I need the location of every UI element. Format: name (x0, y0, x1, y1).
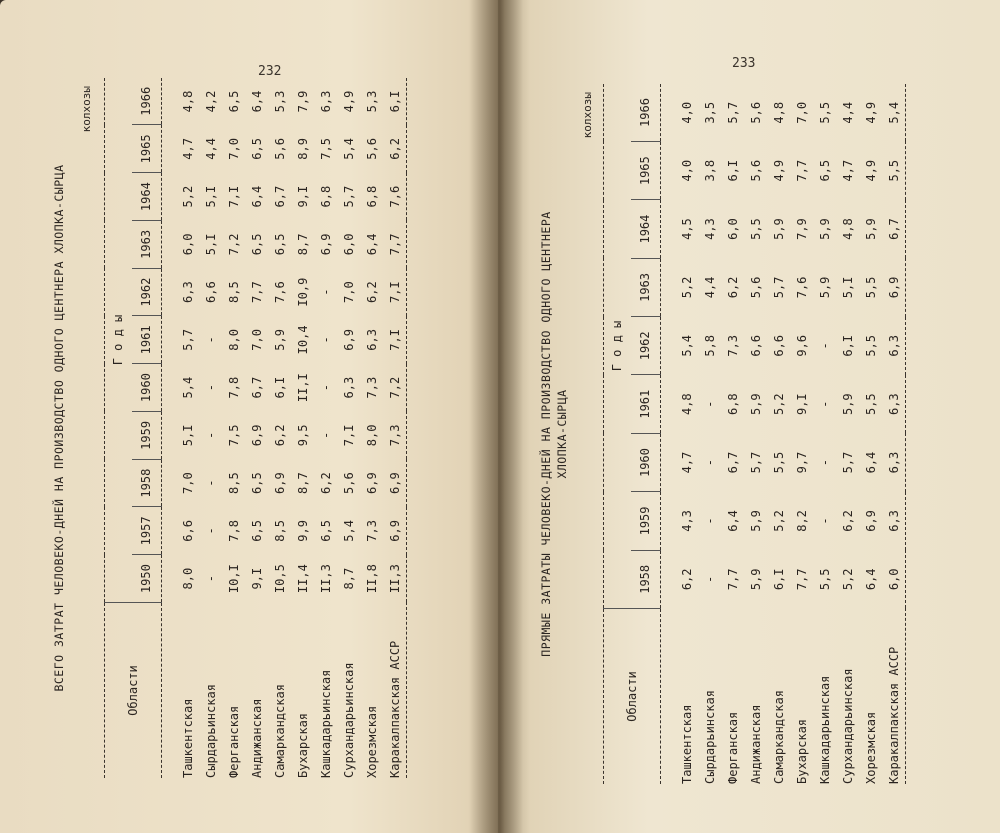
table-cell: - (318, 336, 333, 344)
region-name: Бухарская (295, 712, 310, 778)
table-cell: - (702, 575, 717, 583)
left-page (0, 0, 498, 833)
table-row (360, 78, 383, 778)
table-row (199, 78, 222, 778)
table-cell: 5,6 (748, 159, 763, 182)
table-cell: 4,3 (679, 510, 694, 532)
table-cell: 5,6 (272, 138, 287, 160)
table-cell: 4,2 (203, 90, 218, 113)
table-cell: II,3 (387, 564, 402, 594)
table-cell: 6,I (725, 159, 740, 182)
region-name: Ферганская (226, 705, 241, 778)
table-cell: 7,0 (341, 281, 356, 303)
table-cell: 6,4 (725, 510, 740, 532)
left-table-block (34, 78, 464, 778)
table-cell: 5,5 (748, 218, 763, 240)
table-cell: 6,8 (725, 393, 740, 416)
year-column-header: 1958 (132, 459, 162, 507)
year-column-header: 1958 (631, 550, 661, 608)
table-row (675, 84, 698, 784)
table-cell: 6,3 (364, 329, 379, 351)
table-cell: 5,2 (180, 185, 195, 208)
table-cell: - (702, 517, 717, 525)
table-cell: 5,5 (863, 393, 878, 416)
table-cell: 7,7 (794, 159, 809, 182)
table-cell: 5,7 (748, 451, 763, 474)
table-row (744, 84, 767, 784)
table-cell: 6,4 (863, 451, 878, 474)
table-cell: 6,0 (886, 568, 901, 591)
table-cell: 6,9 (387, 520, 402, 542)
table-cell: - (318, 384, 333, 392)
table-cell: 6,4 (249, 90, 264, 113)
table-cell: 6,9 (387, 472, 402, 494)
table-cell: 6,5 (249, 472, 264, 494)
region-name: Каракалпакская АССР (886, 646, 901, 784)
table-cell: 7,0 (249, 329, 264, 351)
table-cell: 4,8 (180, 90, 195, 113)
year-column-header: 1961 (132, 316, 162, 364)
table-cell: 6,8 (364, 185, 379, 208)
table-cell: 4,9 (863, 159, 878, 182)
table-row (767, 84, 790, 784)
table-cell: 4,4 (203, 138, 218, 160)
table-cell: II,4 (295, 564, 310, 594)
table-cell: 5,9 (748, 393, 763, 416)
table-cell: 7,3 (725, 334, 740, 357)
table-cell: 7,7 (725, 568, 740, 591)
table-cell: 7,0 (794, 101, 809, 124)
year-column-header: 1963 (132, 221, 162, 269)
table-cell: 6,6 (180, 520, 195, 542)
table-cell: 4,0 (679, 101, 694, 124)
table-cell: 6,I (272, 376, 287, 399)
year-column-header: 1963 (631, 258, 661, 316)
table-cell: - (203, 527, 218, 535)
right-table (603, 84, 912, 784)
table-cell: 8,7 (295, 472, 310, 494)
table-cell: 6,2 (387, 138, 402, 160)
table-cell: 7,I (341, 424, 356, 447)
table-cell: 5,5 (863, 334, 878, 357)
years-group-header: Г о д ы (105, 78, 132, 603)
year-column-header: 1959 (132, 412, 162, 460)
table-cell: 4,7 (180, 138, 195, 160)
table-cell: 6,5 (226, 90, 241, 113)
table-cell: 7,9 (794, 218, 809, 240)
years-group-header: Г о д ы (604, 84, 631, 609)
table-cell: 6,9 (886, 276, 901, 299)
left-table (104, 78, 413, 778)
table-cell: 6,6 (203, 281, 218, 303)
region-name: Кашкадарьинская (817, 675, 832, 784)
table-cell: 5,4 (341, 138, 356, 160)
table-cell: I0,I (226, 564, 241, 594)
table-cell: 5,4 (679, 334, 694, 357)
year-column-header: 1964 (631, 200, 661, 258)
year-column-header: 1957 (132, 507, 162, 555)
table-cell: 7,7 (387, 233, 402, 256)
table-cell: 7,7 (249, 281, 264, 303)
table-cell: 5,2 (771, 393, 786, 416)
right-data-table (603, 84, 912, 784)
table-cell: 4,4 (702, 276, 717, 299)
table-cell: 5,6 (748, 101, 763, 124)
table-cell: 6,9 (341, 329, 356, 351)
table-cell: 5,5 (817, 568, 832, 591)
year-column-header: 1960 (631, 433, 661, 491)
year-column-header: 1960 (132, 364, 162, 412)
table-cell: 6,0 (180, 233, 195, 256)
table-cell: 6,0 (725, 218, 740, 240)
region-name: Андижанская (249, 698, 264, 778)
region-name: Сурхандарьинская (341, 662, 356, 778)
table-cell: 6,7 (886, 218, 901, 240)
table-cell: 7,2 (387, 376, 402, 399)
region-name: Сырдарьинская (203, 684, 218, 778)
table-cell: 7,5 (318, 138, 333, 160)
table-cell: 5,7 (180, 329, 195, 351)
table-cell: 8,2 (794, 510, 809, 532)
table-cell: 8,0 (364, 424, 379, 447)
table-cell: 6,2 (840, 510, 855, 532)
table-cell: 5,6 (748, 276, 763, 299)
region-name: Самаркандская (771, 690, 786, 784)
table-cell: 6,6 (748, 334, 763, 357)
table-cell: 6,9 (364, 472, 379, 494)
table-row (882, 84, 906, 784)
table-cell: 6,9 (272, 472, 287, 494)
table-cell: 6,3 (180, 281, 195, 303)
table-cell: - (203, 575, 218, 583)
table-cell: - (817, 342, 832, 350)
table-cell: 6,9 (318, 233, 333, 256)
table-cell: 6,3 (886, 334, 901, 357)
table-cell: 4,4 (840, 101, 855, 124)
page-number-right: 233 (732, 56, 756, 71)
table-cell: 9,7 (794, 451, 809, 474)
table-cell: - (203, 479, 218, 487)
year-column-header: 1966 (132, 78, 162, 125)
left-unit-label: колхозы (80, 86, 93, 133)
table-cell: 6,7 (725, 451, 740, 474)
table-cell: 5,5 (771, 451, 786, 474)
table-row (383, 78, 407, 778)
right-unit-label: колхозы (581, 92, 594, 139)
page-number-left: 232 (258, 64, 282, 79)
table-cell: 4,9 (863, 101, 878, 124)
table-cell: 6,8 (318, 185, 333, 208)
right-table-block (529, 84, 969, 784)
table-cell: 7,8 (226, 376, 241, 399)
table-cell: 6,6 (771, 334, 786, 357)
table-cell: 4,8 (771, 101, 786, 124)
year-column-header: 1962 (132, 268, 162, 316)
table-cell: 5,5 (817, 101, 832, 124)
table-cell: 5,I (840, 276, 855, 299)
region-name: Кашкадарьинская (318, 669, 333, 778)
table-row (337, 78, 360, 778)
table-cell: 6,5 (272, 233, 287, 256)
table-cell: 6,9 (863, 510, 878, 532)
region-name: Ташкентская (180, 698, 195, 778)
table-cell: - (318, 288, 333, 296)
table-cell: 4,7 (840, 159, 855, 182)
table-cell: 5,5 (886, 159, 901, 182)
table-cell: 5,9 (817, 218, 832, 240)
table-cell: 7,0 (226, 138, 241, 160)
table-cell: 8,7 (295, 233, 310, 256)
table-cell: 7,6 (794, 276, 809, 299)
table-cell: 5,4 (180, 376, 195, 399)
table-cell: 3,5 (702, 101, 717, 124)
table-cell: 6,2 (725, 276, 740, 299)
table-cell: 7,I (226, 185, 241, 208)
table-cell: - (702, 458, 717, 467)
table-cell: 7,0 (180, 472, 195, 494)
table-cell: I0,5 (272, 564, 287, 594)
table-cell: 5,2 (771, 510, 786, 532)
table-cell: 6,9 (249, 424, 264, 447)
table-row (314, 78, 337, 778)
table-cell: 5,5 (863, 276, 878, 299)
table-cell: 6,3 (318, 90, 333, 113)
right-page (498, 0, 1000, 833)
table-cell: 8,5 (226, 472, 241, 494)
table-cell: 4,9 (341, 90, 356, 113)
table-cell: 4,9 (771, 159, 786, 182)
table-cell: 5,6 (341, 472, 356, 494)
table-cell: 6,2 (272, 424, 287, 447)
table-cell: 6,5 (318, 520, 333, 542)
table-cell: 5,9 (771, 218, 786, 240)
table-cell: 4,8 (840, 218, 855, 240)
year-column-header: 1962 (631, 317, 661, 375)
table-cell: 8,0 (180, 567, 195, 590)
table-cell: 4,8 (679, 393, 694, 416)
region-name: Хорезмская (364, 705, 379, 778)
table-cell: 5,9 (817, 276, 832, 299)
table-cell: II,I (295, 373, 310, 403)
table-cell: 9,6 (794, 334, 809, 357)
table-cell: 7,I (387, 281, 402, 303)
table-cell: 4,0 (679, 159, 694, 182)
table-cell: 6,3 (886, 510, 901, 532)
table-cell: 8,5 (272, 520, 287, 542)
left-table-title: ВСЕГО ЗАТРАТ ЧЕЛОВЕКО-ДНЕЙ НА ПРОИЗВОДСТВО ОДНОГО ЦЕНТНЕРА ХЛОПКА-СЫРЦА (52, 164, 66, 692)
table-cell: 9,I (295, 185, 310, 208)
table-cell: 9,5 (295, 424, 310, 447)
table-cell: 6,2 (318, 472, 333, 494)
table-cell: 6,I (771, 568, 786, 591)
table-row (291, 78, 314, 778)
table-cell: 4,5 (679, 218, 694, 240)
table-row (176, 78, 199, 778)
table-cell: I0,9 (295, 277, 310, 307)
region-name: Хорезмская (863, 711, 878, 784)
table-cell: 3,8 (702, 159, 717, 182)
region-name: Ферганская (725, 711, 740, 784)
region-name: Сурхандарьинская (840, 668, 855, 784)
region-name: Сырдарьинская (702, 690, 717, 784)
table-cell: 7,3 (364, 520, 379, 542)
region-name: Бухарская (794, 718, 809, 784)
table-cell: 7,8 (226, 520, 241, 542)
table-cell: 6,5 (249, 520, 264, 542)
table-cell: - (817, 517, 832, 525)
table-cell: 7,5 (226, 424, 241, 447)
table-cell: - (203, 431, 218, 439)
table-cell: 5,9 (748, 568, 763, 591)
table-cell: 7,9 (295, 90, 310, 113)
table-cell: II,3 (318, 564, 333, 594)
table-cell: 7,2 (226, 233, 241, 256)
table-cell: - (702, 400, 717, 408)
table-cell: 5,9 (840, 393, 855, 416)
table-cell: 5,3 (272, 90, 287, 113)
table-cell: 5,9 (748, 510, 763, 532)
year-column-header: 1950 (132, 555, 162, 603)
table-cell: 6,3 (886, 393, 901, 416)
table-row (245, 78, 268, 778)
year-column-header: 1966 (631, 84, 661, 142)
table-cell: 5,I (180, 424, 195, 447)
table-cell: 5,7 (840, 451, 855, 474)
table-cell: 6,4 (863, 568, 878, 591)
table-cell: 9,I (249, 567, 264, 590)
table-cell: 5,7 (725, 101, 740, 124)
table-cell: 6,4 (364, 233, 379, 256)
table-cell: 5,I (203, 233, 218, 256)
table-cell: 6,2 (679, 568, 694, 591)
table-cell: 6,I (840, 334, 855, 357)
table-cell: 6,5 (817, 159, 832, 182)
year-column-header: 1959 (631, 492, 661, 550)
table-cell: 6,3 (341, 376, 356, 399)
table-cell: - (318, 431, 333, 439)
table-cell: 5,2 (679, 276, 694, 299)
table-cell: 7,3 (387, 424, 402, 447)
table-cell: 5,8 (702, 334, 717, 357)
table-cell: 6,5 (249, 233, 264, 256)
table-cell: 5,4 (886, 101, 901, 124)
year-column-header: 1965 (132, 125, 162, 173)
table-cell: 8,9 (295, 138, 310, 160)
table-cell: 7,6 (387, 185, 402, 208)
table-cell: - (817, 400, 832, 408)
table-cell: 8,7 (341, 567, 356, 590)
table-cell: 5,3 (364, 90, 379, 113)
table-row (268, 78, 291, 778)
year-column-header: 1964 (132, 173, 162, 221)
right-table-title-line2: ХЛОПКА-СЫРЦА (555, 389, 569, 479)
table-cell: - (203, 336, 218, 344)
table-cell: II,8 (364, 564, 379, 594)
table-cell: 7,6 (272, 281, 287, 303)
table-cell: 5,4 (341, 520, 356, 542)
left-data-table (104, 78, 413, 778)
table-cell: 9,I (794, 393, 809, 416)
region-name: Андижанская (748, 704, 763, 784)
table-row (698, 84, 721, 784)
table-cell: 6,5 (249, 138, 264, 160)
table-cell: 8,0 (226, 329, 241, 351)
region-name: Ташкентская (679, 704, 694, 784)
table-cell: 7,I (387, 329, 402, 351)
table-cell: 4,3 (702, 218, 717, 240)
table-cell: 7,3 (364, 376, 379, 399)
table-cell: 6,7 (272, 185, 287, 208)
table-cell: 7,7 (794, 568, 809, 591)
year-column-header: 1965 (631, 142, 661, 200)
table-cell: 6,0 (341, 233, 356, 256)
table-cell: 6,4 (249, 185, 264, 208)
table-cell: - (203, 384, 218, 392)
table-cell: 6,I (387, 90, 402, 113)
table-cell: I0,4 (295, 325, 310, 355)
table-cell: 5,7 (771, 276, 786, 299)
table-cell: 5,I (203, 185, 218, 208)
table-cell: 5,2 (840, 568, 855, 591)
table-cell: 6,2 (364, 281, 379, 303)
table-cell: 9,9 (295, 520, 310, 542)
region-name: Самаркандская (272, 684, 287, 778)
table-cell: 6,3 (886, 451, 901, 474)
table-cell: 5,9 (272, 329, 287, 351)
table-row (222, 78, 245, 778)
table-row (721, 84, 744, 784)
table-cell: 8,5 (226, 281, 241, 303)
table-cell: 5,7 (341, 185, 356, 208)
region-name: Каракалпакская АССР (387, 640, 402, 778)
table-cell: - (817, 458, 832, 467)
table-cell: 4,7 (679, 451, 694, 474)
table-row (859, 84, 882, 784)
table-row (813, 84, 836, 784)
table-row (790, 84, 813, 784)
region-column-header: Области (625, 671, 639, 722)
right-table-title-line1: ПРЯМЫЕ ЗАТРАТЫ ЧЕЛОВЕКО-ДНЕЙ НА ПРОИЗВОДСТВО ОДНОГО ЦЕНТНЕРА (539, 211, 553, 657)
table-row (836, 84, 859, 784)
region-column-header: Области (126, 665, 140, 716)
table-cell: 6,7 (249, 376, 264, 399)
year-column-header: 1961 (631, 375, 661, 433)
table-cell: 5,9 (863, 218, 878, 240)
table-cell: 5,6 (364, 138, 379, 160)
